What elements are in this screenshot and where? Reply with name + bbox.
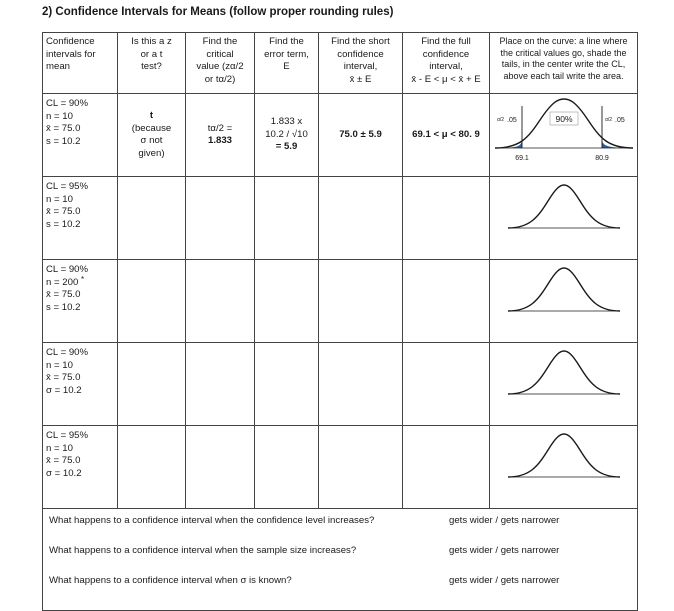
header-z-or-t: Is this a z or a t test? [118, 33, 186, 94]
normal-curve-cell[interactable] [490, 260, 638, 343]
question-2 [43, 545, 637, 575]
header-curve-instructions: Place on the curve: a line where the critical values go, shade the tails, in the center write the CL, above each tail write the area. [490, 33, 638, 94]
given-values-cell: CL = 90% n = 200 * x̄ = 75.0 s = 10.2 [43, 260, 118, 343]
critical-value-cell[interactable] [186, 426, 255, 509]
table-row [43, 177, 638, 260]
table-row [43, 94, 638, 177]
worksheet-title: 2) Confidence Intervals for Means (follow proper rounding rules) [42, 6, 394, 18]
confidence-interval-table [42, 32, 638, 611]
given-values-cell: CL = 95% n = 10 x̄ = 75.0 s = 10.2 [43, 177, 118, 260]
short-ci-cell[interactable] [319, 177, 403, 260]
normal-curve [490, 260, 638, 338]
critical-value-cell[interactable] [186, 177, 255, 260]
test-type-cell[interactable]: t (because σ not given) [118, 94, 186, 177]
full-ci-cell[interactable] [403, 260, 490, 343]
normal-curve-cell[interactable] [490, 177, 638, 260]
normal-curve [490, 343, 638, 421]
header-short-ci: Find the short confidence interval, x̄ ± E [319, 33, 403, 94]
answer-choice[interactable]: gets wider / gets narrower [449, 545, 560, 556]
normal-curve [490, 177, 638, 255]
test-type-cell[interactable] [118, 260, 186, 343]
question-3 [43, 575, 637, 605]
critical-value-cell[interactable] [186, 343, 255, 426]
left-alpha-label: α/2 [497, 117, 505, 123]
critical-value-cell[interactable] [186, 260, 255, 343]
test-type-cell[interactable] [118, 343, 186, 426]
full-ci-cell[interactable] [403, 343, 490, 426]
short-ci-cell[interactable] [319, 343, 403, 426]
table-row [43, 260, 638, 343]
critical-value-cell[interactable]: tα/2 = 1.833 [186, 94, 255, 177]
bell-curve [508, 434, 620, 477]
header-critical-value: Find the critical value (zα/2 or tα/2) [186, 33, 255, 94]
given-values-cell: CL = 95% n = 10 x̄ = 75.0 σ = 10.2 [43, 426, 118, 509]
normal-curve-cell[interactable] [490, 426, 638, 509]
error-term-cell[interactable] [255, 343, 319, 426]
test-type-cell[interactable] [118, 426, 186, 509]
given-values-cell: CL = 90% n = 10 x̄ = 75.0 σ = 10.2 [43, 343, 118, 426]
answer-choice[interactable]: gets wider / gets narrower [449, 515, 560, 526]
full-ci-cell[interactable] [403, 177, 490, 260]
center-cl-label: 90% [555, 114, 573, 124]
normal-curve-example [490, 94, 638, 172]
table-row [43, 343, 638, 426]
right-critical-value: 80.9 [595, 155, 609, 162]
footnote-star: * [80, 274, 85, 284]
error-term-cell[interactable] [255, 426, 319, 509]
normal-curve-cell[interactable] [490, 94, 638, 177]
error-term-cell[interactable] [255, 260, 319, 343]
left-critical-value: 69.1 [515, 155, 529, 162]
header-row [43, 33, 638, 94]
short-ci-cell[interactable] [319, 260, 403, 343]
bell-curve [508, 268, 620, 311]
left-tail-area: .05 [507, 117, 517, 124]
right-tail-area: .05 [615, 117, 625, 124]
short-ci-cell[interactable]: 75.0 ± 5.9 [319, 94, 403, 177]
question-text: What happens to a confidence interval when σ is known? [49, 575, 292, 586]
questions-cell [43, 509, 638, 611]
given-values-cell: CL = 90% n = 10 x̄ = 75.0 s = 10.2 [43, 94, 118, 177]
normal-curve-cell[interactable] [490, 343, 638, 426]
header-error-term: Find the error term, E [255, 33, 319, 94]
table-row [43, 426, 638, 509]
bell-curve [508, 351, 620, 394]
full-ci-cell[interactable] [403, 426, 490, 509]
answer-choice[interactable]: gets wider / gets narrower [449, 575, 560, 586]
questions-row [43, 509, 638, 611]
question-1 [43, 515, 637, 545]
error-term-cell[interactable]: 1.833 x 10.2 / √10 = 5.9 [255, 94, 319, 177]
test-type-cell[interactable] [118, 177, 186, 260]
question-text: What happens to a confidence interval when the confidence level increases? [49, 515, 375, 526]
question-text: What happens to a confidence interval when the sample size increases? [49, 545, 357, 556]
header-full-ci: Find the full confidence interval, x̄ - E < μ < x̄ + E [403, 33, 490, 94]
full-ci-cell[interactable]: 69.1 < μ < 80. 9 [403, 94, 490, 177]
header-intervals: Confidence intervals for mean [43, 33, 118, 94]
normal-curve [490, 426, 638, 504]
short-ci-cell[interactable] [319, 426, 403, 509]
bell-curve [508, 185, 620, 228]
error-term-cell[interactable] [255, 177, 319, 260]
right-alpha-label: α/2 [605, 117, 613, 123]
